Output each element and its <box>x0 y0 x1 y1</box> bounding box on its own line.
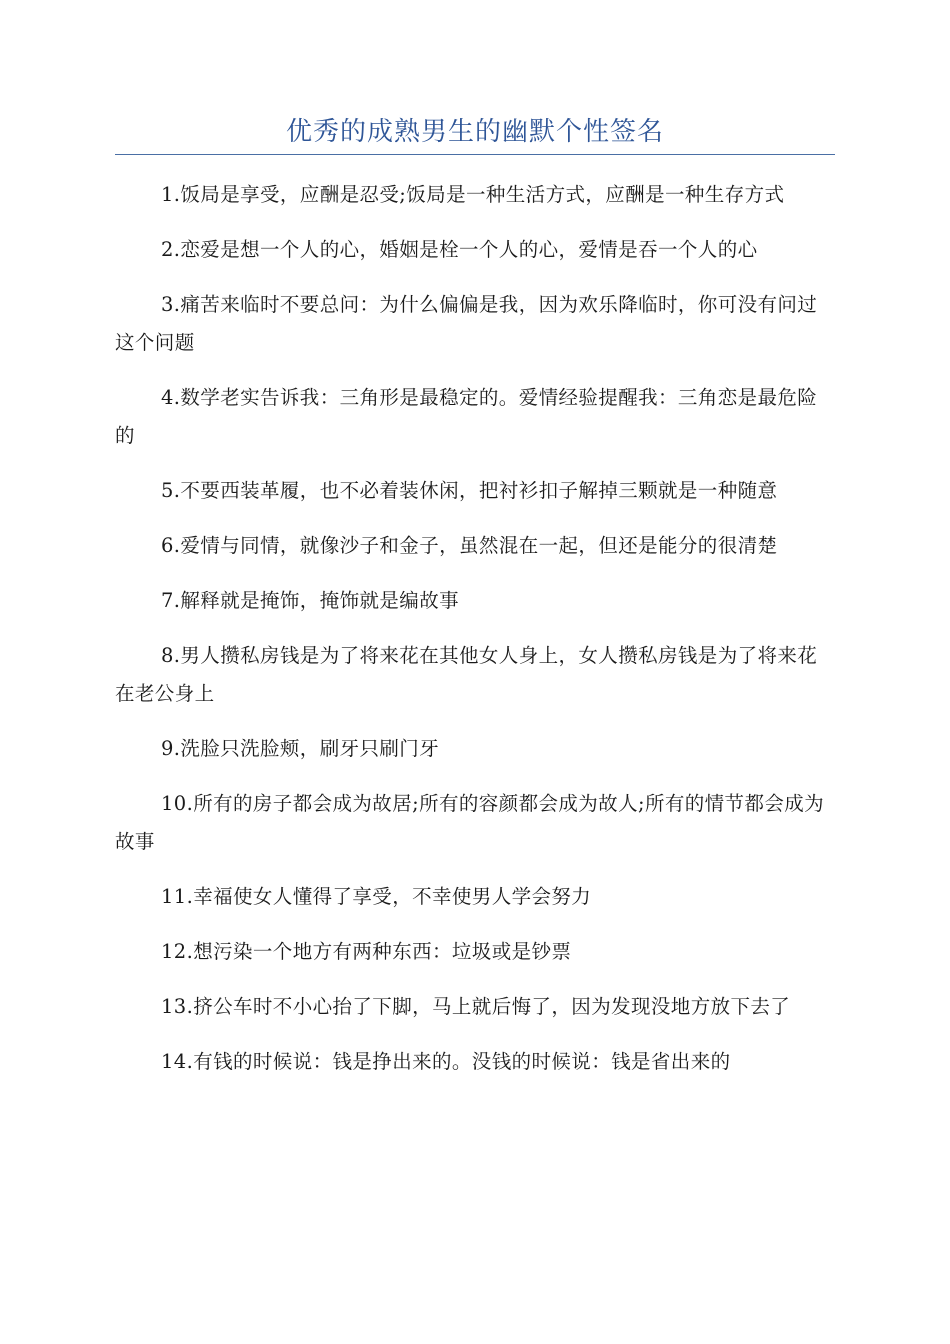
document-body <box>115 176 835 1098</box>
list-item: 3.痛苦来临时不要总问：为什么偏偏是我，因为欢乐降临时，你可没有问过这个问题 <box>115 293 818 354</box>
title-underline <box>115 154 835 155</box>
list-item: 1.饭局是享受，应酬是忍受;饭局是一种生活方式，应酬是一种生存方式 <box>161 183 785 206</box>
list-item: 13.挤公车时不小心抬了下脚，马上就后悔了，因为发现没地方放下去了 <box>161 995 791 1018</box>
list-item: 2.恋爱是想一个人的心，婚姻是栓一个人的心，爱情是吞一个人的心 <box>161 238 758 261</box>
list-item: 6.爱情与同情，就像沙子和金子，虽然混在一起，但还是能分的很清楚 <box>161 534 778 557</box>
list-item: 9.洗脸只洗脸颊，刷牙只刷门牙 <box>161 737 440 760</box>
list-item: 4.数学老实告诉我：三角形是最稳定的。爱情经验提醒我：三角恋是最危险的 <box>115 386 818 447</box>
list-item: 12.想污染一个地方有两种东西：垃圾或是钞票 <box>161 940 572 963</box>
list-item: 7.解释就是掩饰，掩饰就是编故事 <box>161 589 460 612</box>
list-item: 8.男人攒私房钱是为了将来花在其他女人身上，女人攒私房钱是为了将来花在老公身上 <box>115 644 818 705</box>
list-item: 14.有钱的时候说：钱是挣出来的。没钱的时候说：钱是省出来的 <box>161 1050 731 1073</box>
page-title: 优秀的成熟男生的幽默个性签名 <box>285 117 664 147</box>
list-item: 5.不要西装革履，也不必着装休闲，把衬衫扣子解掉三颗就是一种随意 <box>161 479 778 502</box>
list-item: 11.幸福使女人懂得了享受，不幸使男人学会努力 <box>161 885 592 908</box>
list-item: 10.所有的房子都会成为故居;所有的容颜都会成为故人;所有的情节都会成为故事 <box>115 792 825 853</box>
